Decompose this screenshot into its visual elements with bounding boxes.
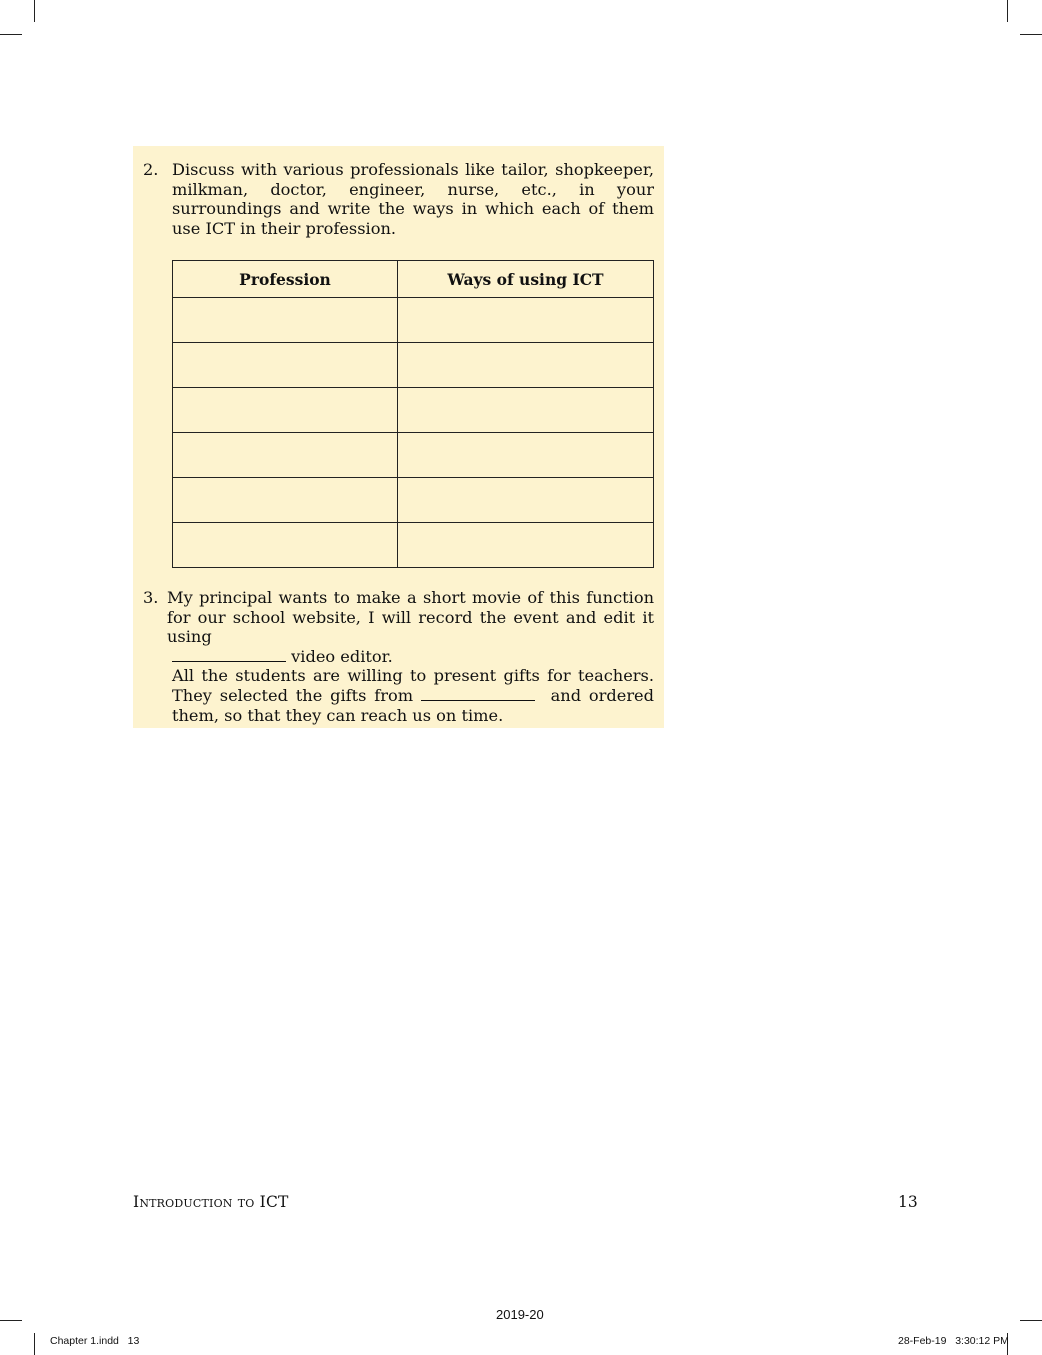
running-footer-title: Introduction to ICT [133, 1193, 289, 1211]
table-cell-ways[interactable] [398, 343, 654, 388]
question-number: 3. [143, 588, 159, 607]
table-header-profession: Profession [173, 261, 398, 298]
table-cell-profession[interactable] [173, 343, 398, 388]
table-header-ways-of-using-ict: Ways of using ICT [398, 261, 654, 298]
crop-mark [0, 34, 22, 35]
table-row [173, 388, 654, 433]
fill-in-blank[interactable] [421, 686, 535, 701]
profession-ict-table [172, 260, 654, 568]
fill-in-blank[interactable] [172, 647, 286, 662]
table-cell-profession[interactable] [173, 478, 398, 523]
table-row [173, 343, 654, 388]
question-3-part-2 [167, 666, 654, 725]
table-cell-profession[interactable] [173, 388, 398, 433]
question-number: 2. [143, 160, 159, 179]
table-cell-ways[interactable] [398, 298, 654, 343]
question-3-text-c: All the students are willing to present gifts for teachers. They selected the gifts from [172, 666, 654, 705]
print-slug-date: 28-Feb-19 3:30:12 PM [898, 1335, 1009, 1347]
question-text [172, 160, 654, 238]
crop-mark [34, 0, 35, 22]
table-cell-ways[interactable] [398, 433, 654, 478]
table-cell-profession[interactable] [173, 523, 398, 568]
table-row [173, 478, 654, 523]
table-cell-profession[interactable] [173, 433, 398, 478]
activity-box [133, 146, 664, 728]
table-header-row [173, 261, 654, 298]
year-label: 2019-20 [496, 1307, 544, 1322]
table-row [173, 523, 654, 568]
table-cell-profession[interactable] [173, 298, 398, 343]
question-3-text-b: video editor. [291, 646, 393, 666]
question-3-text-a: My principal wants to make a short movie of this function for our school website, I will record the event and edit it using [167, 588, 654, 647]
question-text [167, 588, 654, 725]
table-row [173, 433, 654, 478]
question-3-part-1 [167, 588, 654, 666]
table-cell-ways[interactable] [398, 478, 654, 523]
table-cell-ways[interactable] [398, 523, 654, 568]
crop-mark [1007, 0, 1008, 22]
crop-mark [1020, 1320, 1042, 1321]
table-row [173, 298, 654, 343]
question-3-text-d: and ordered them, so that they can reach us on time. [172, 685, 654, 725]
question-2-text: Discuss with various professionals like tailor, shopkeeper, milkman, doctor, engineer, nurse, etc., in your surroundings and write the ways in which each of them use ICT in their profession. [172, 160, 654, 238]
crop-mark [34, 1333, 35, 1355]
table-cell-ways[interactable] [398, 388, 654, 433]
crop-mark [1020, 34, 1042, 35]
page-number: 13 [898, 1193, 918, 1211]
print-slug-file: Chapter 1.indd 13 [50, 1335, 140, 1347]
crop-mark [0, 1320, 22, 1321]
